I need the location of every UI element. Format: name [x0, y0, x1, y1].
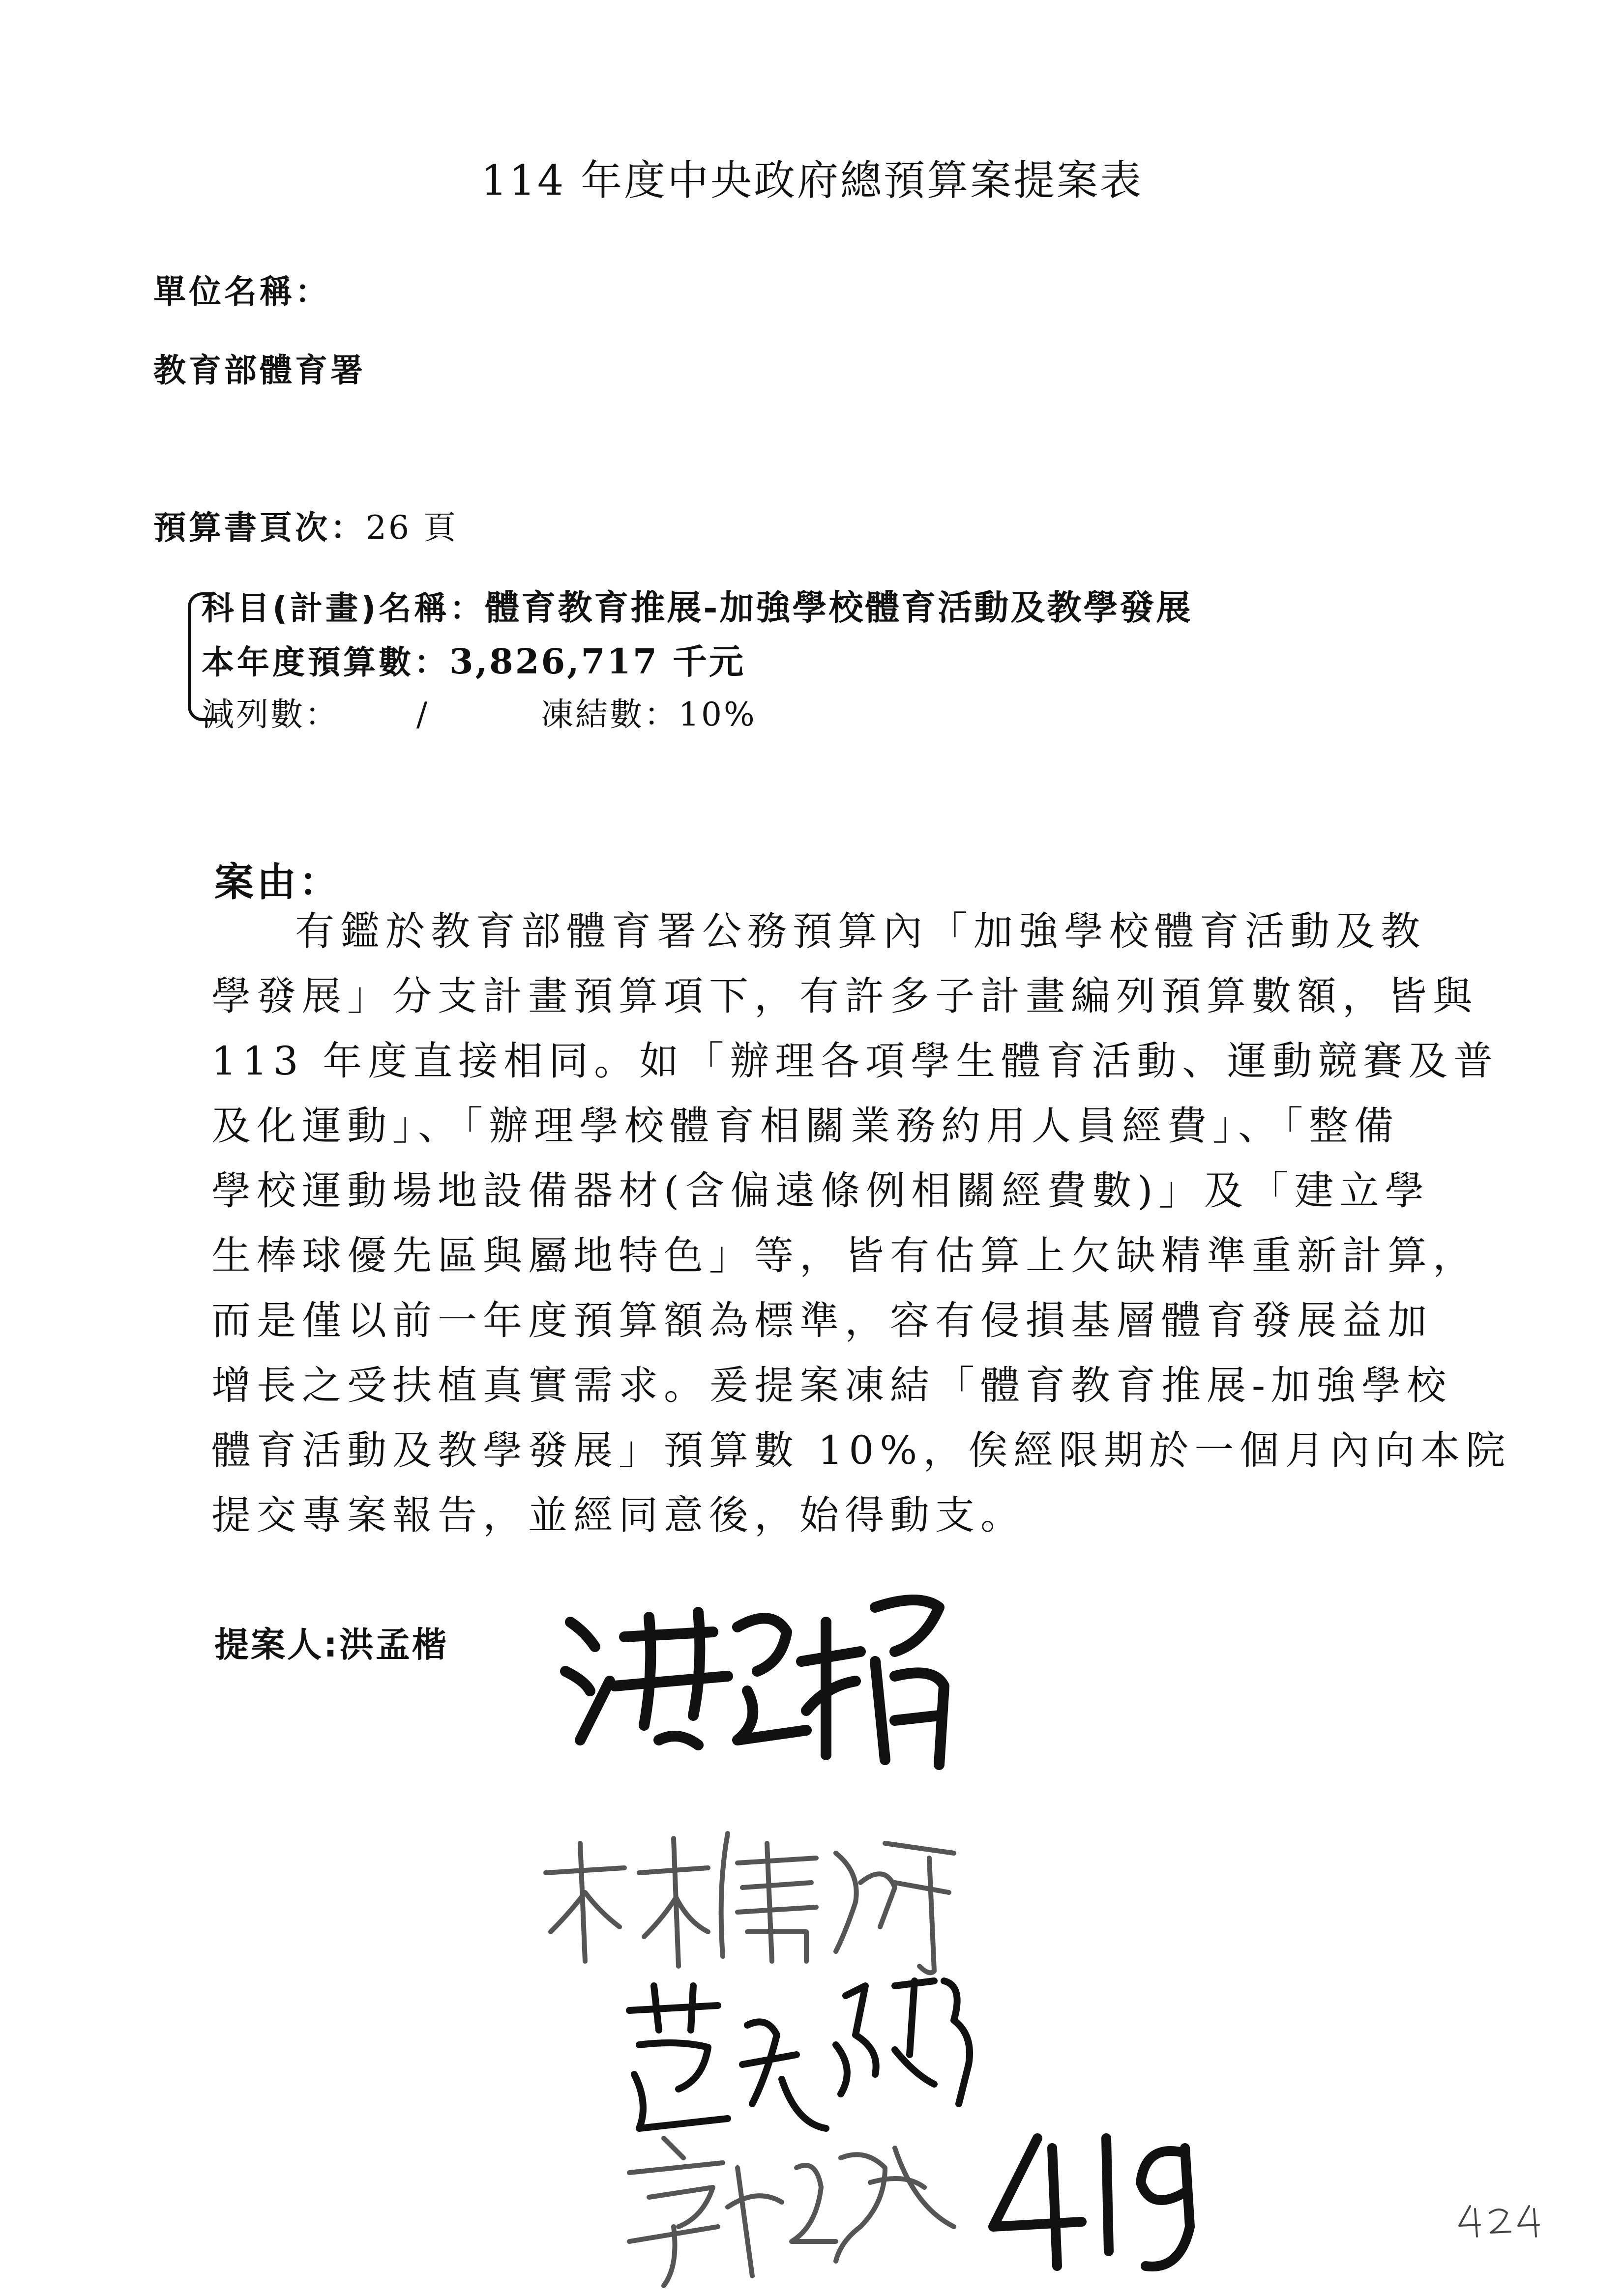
reason-line: 學發展」分支計畫預算項下，有許多子計畫編列預算數額，皆與 [211, 973, 1478, 1019]
reason-line: 提交專案報告，並經同意後，始得動支。 [211, 1492, 1026, 1538]
proposer-row [214, 1617, 448, 1667]
proposer-label: 提案人: [214, 1625, 339, 1665]
reduce-label: 減列數： [202, 696, 339, 733]
budget-page-label: 預算書頁次： [153, 509, 366, 547]
freeze-label: 凍結數： [540, 696, 679, 733]
item-name-label: 科目(計畫)名稱： [202, 589, 485, 627]
unit-label: 單位名稱： [153, 273, 330, 311]
item-reduce-row [202, 688, 757, 735]
reason-line: 增長之受扶植真實需求。爰提案凍結「體育教育推展-加強學校 [211, 1363, 1452, 1408]
reason-line: 學校運動場地設備器材(含偏遠條例相關經費數)」及「建立學 [211, 1168, 1430, 1214]
item-amount-row [202, 634, 745, 684]
reason-line: 有鑑於教育部體育署公務預算內「加強學校體育活動及教 [295, 908, 1426, 954]
unit-value: 教育部體育署 [153, 351, 366, 389]
item-amount-value: 3,826,717 千元 [449, 641, 746, 682]
proposer-name: 洪孟楷 [339, 1625, 448, 1665]
reason-heading: 案由： [214, 859, 341, 905]
freeze-value: 10% [678, 696, 757, 733]
reason-line: 而是僅以前一年度預算額為標準，容有侵損基層體育發展益加 [211, 1298, 1433, 1343]
item-name-value: 體育教育推展-加強學校體育活動及教學發展 [485, 587, 1193, 628]
document-title: 114 年度中央政府總預算案提案表 [480, 156, 1144, 204]
budget-page-value: 26 頁 [366, 509, 458, 547]
item-name-row [202, 580, 1192, 630]
reason-body [211, 900, 1511, 1558]
signature-4 [610, 2128, 964, 2291]
signature-1 [551, 1563, 993, 1770]
page-number [1455, 2202, 1549, 2241]
budget-page-row [153, 501, 458, 548]
reason-line: 113 年度直接相同。如「辦理各項學生體育活動、運動競賽及普 [211, 1038, 1499, 1084]
item-amount-label: 本年度預算數： [202, 643, 449, 681]
reason-line: 體育活動及教學發展」預算數 10%，俟經限期於一個月內向本院 [211, 1427, 1511, 1473]
reason-line: 生棒球優先區與屬地特色」等，皆有估算上欠缺精準重新計算， [211, 1233, 1478, 1279]
handwritten-number [983, 2128, 1219, 2276]
reduce-separator: / [416, 696, 430, 733]
signature-3 [620, 1966, 1013, 2133]
signature-2 [541, 1814, 983, 1976]
reason-line: 及化運動」、「辦理學校體育相關業務約用人員經費」、「整備 [211, 1103, 1399, 1149]
